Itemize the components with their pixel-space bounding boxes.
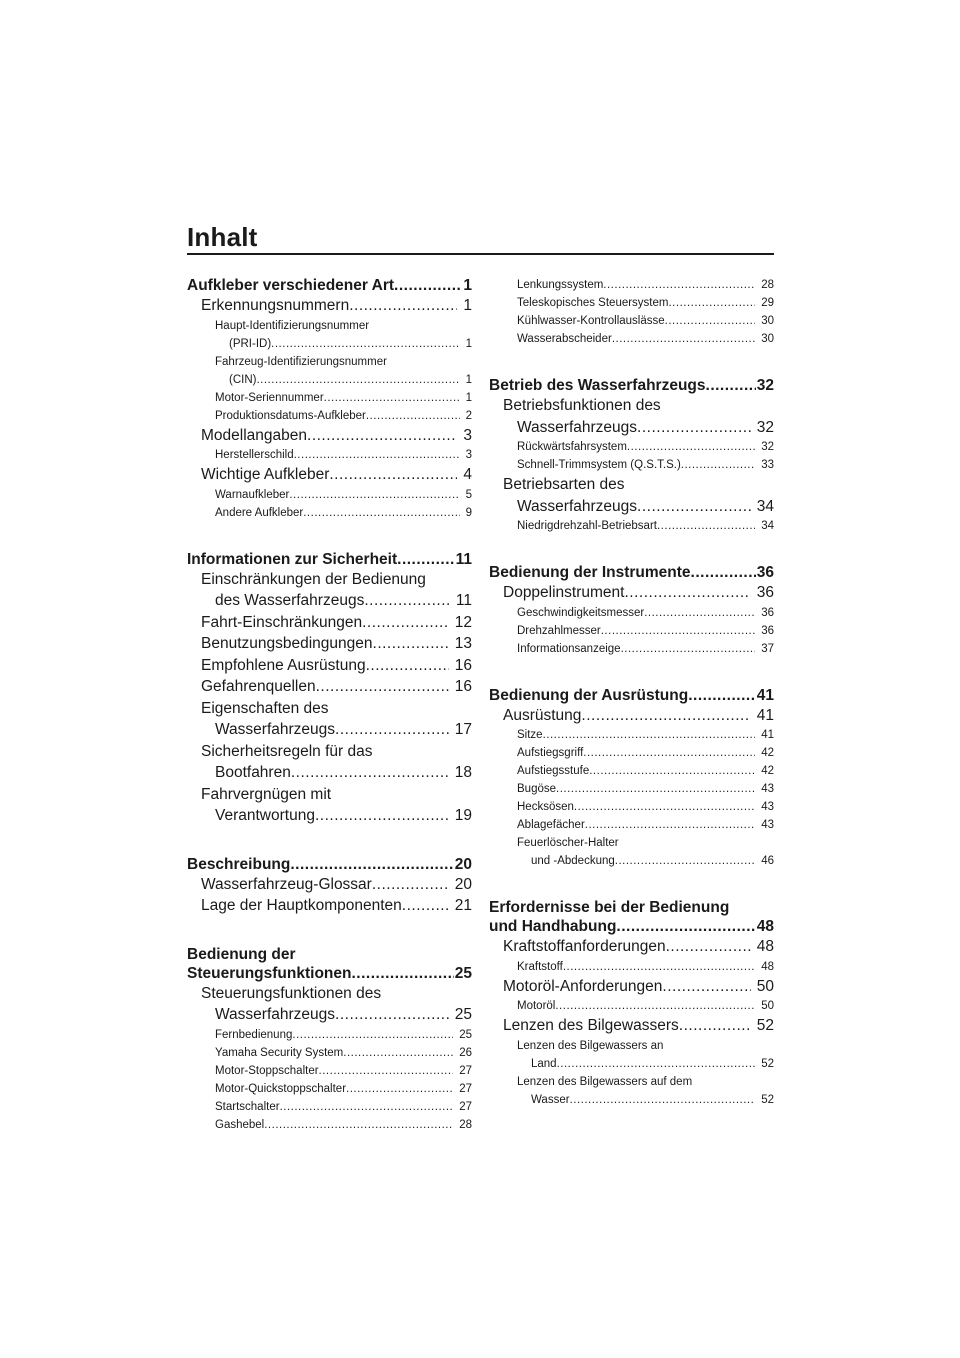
toc-page-number: 9 — [465, 506, 472, 519]
toc-item[interactable] — [489, 438, 774, 456]
toc-subsection[interactable] — [187, 295, 472, 317]
leader-dots — [264, 1116, 453, 1134]
toc-page-number: 41 — [756, 706, 774, 724]
toc-page-number: 32 — [756, 418, 774, 436]
toc-item[interactable] — [489, 726, 774, 744]
toc-page-number: 20 — [454, 855, 472, 873]
toc-item[interactable] — [187, 1044, 472, 1062]
toc-page-number: 25 — [454, 964, 472, 982]
toc-page-number: 33 — [761, 459, 774, 471]
toc-section[interactable] — [489, 376, 774, 395]
toc-item[interactable] — [187, 371, 472, 389]
toc-subsection[interactable] — [187, 633, 472, 655]
toc-subsection-label: Eigenschaften des — [201, 699, 329, 717]
toc-item[interactable] — [489, 1091, 774, 1109]
toc-item[interactable] — [489, 834, 774, 852]
toc-page-number: 1 — [465, 391, 472, 404]
toc-page-number: 5 — [465, 488, 472, 501]
toc-page-number: 1 — [465, 373, 472, 386]
toc-subsection[interactable] — [489, 976, 774, 998]
toc-subsection[interactable] — [187, 805, 472, 827]
leader-dots — [291, 762, 449, 784]
toc-item-label: Motor-Stoppschalter — [215, 1064, 319, 1077]
toc-page-number: 25 — [459, 1028, 472, 1041]
leader-dots — [362, 612, 449, 634]
leader-dots — [280, 1098, 454, 1116]
leader-dots — [570, 1091, 756, 1109]
leader-dots — [601, 622, 755, 640]
toc-page-number: 19 — [454, 807, 472, 824]
toc-item[interactable] — [187, 486, 472, 504]
toc-item-label: Wasserabscheider — [517, 333, 612, 345]
toc-item-label: Kraftstoff — [517, 960, 563, 973]
leader-dots — [616, 917, 755, 936]
toc-page-number: 17 — [454, 721, 472, 738]
toc-page-number: 43 — [761, 801, 774, 813]
toc-page-number: 3 — [463, 426, 472, 444]
leader-dots — [627, 438, 755, 456]
toc-subsection-label: Fahrt-Einschränkungen — [201, 613, 363, 631]
leader-dots — [335, 1004, 449, 1026]
toc-item[interactable] — [187, 1116, 472, 1134]
toc-subsection-label: Benutzungsbedingungen — [201, 635, 373, 652]
toc-page-number: 16 — [454, 656, 472, 674]
toc-item-label: Rückwärtsfahrsystem — [517, 441, 627, 453]
toc-page-number: 42 — [761, 747, 774, 759]
toc-item[interactable] — [489, 997, 774, 1015]
toc-item[interactable] — [187, 1080, 472, 1098]
toc-item-label: Informationsanzeige — [517, 642, 621, 655]
toc-page-number: 52 — [761, 1093, 774, 1106]
toc-item[interactable] — [489, 276, 774, 294]
toc-item[interactable] — [489, 816, 774, 834]
leader-dots — [679, 1015, 751, 1037]
toc-page-number: 27 — [459, 1082, 472, 1095]
toc-page-number: 3 — [465, 449, 472, 461]
toc-subsection-label: Empfohlene Ausrüstung — [201, 656, 366, 674]
toc-page-number: 27 — [459, 1100, 472, 1113]
toc-item-label: Motoröl — [517, 1000, 556, 1012]
toc-item-label: Schnell-Trimmsystem (Q.S.T.S.) — [517, 459, 681, 471]
toc-subsection-label: Wasserfahrzeugs — [215, 721, 336, 738]
toc-subsection[interactable] — [187, 741, 472, 763]
toc-page-number: 37 — [761, 642, 774, 655]
toc-item[interactable] — [489, 294, 774, 312]
toc-section-label: Beschreibung — [187, 855, 291, 873]
toc-subsection[interactable] — [489, 705, 774, 727]
toc-page-number: 50 — [756, 977, 774, 995]
leader-dots — [343, 1044, 453, 1062]
toc-item-label: und -Abdeckung — [531, 855, 615, 867]
toc-page-number: 4 — [463, 466, 472, 483]
toc-subsection-label: Kraftstoffanforderungen — [503, 938, 666, 955]
toc-subsection[interactable] — [187, 612, 472, 634]
toc-subsection[interactable] — [187, 590, 472, 612]
toc-page-number: 34 — [761, 520, 774, 532]
toc-section[interactable] — [187, 550, 472, 569]
leader-dots — [691, 563, 756, 582]
leader-dots — [644, 604, 755, 622]
toc-subsection[interactable] — [187, 762, 472, 784]
leader-dots — [315, 805, 449, 827]
leader-dots — [397, 550, 454, 569]
toc-item[interactable] — [489, 622, 774, 640]
toc-item-label: Fernbedienung — [215, 1028, 293, 1041]
toc-subsection-label: Erkennungsnummern — [201, 297, 350, 314]
toc-subsection-label: Wasserfahrzeugs — [517, 497, 638, 515]
toc-subsection-label: Wasserfahrzeugs — [215, 1006, 336, 1023]
toc-subsection-label: Einschränkungen der Bedienung — [201, 570, 426, 588]
toc-page-number: 16 — [454, 678, 472, 695]
toc-item-label: Land — [531, 1057, 557, 1070]
toc-page-number: 18 — [454, 764, 472, 781]
leader-dots — [351, 964, 453, 983]
toc-subsection[interactable] — [187, 464, 472, 486]
toc-section[interactable] — [489, 563, 774, 582]
toc-page-number: 46 — [761, 855, 774, 867]
toc-page-number: 2 — [465, 409, 472, 422]
toc-page-number: 26 — [459, 1046, 472, 1059]
leader-dots — [290, 855, 453, 874]
toc-item-label: Lenkungssystem — [517, 279, 604, 291]
leader-dots — [335, 719, 449, 741]
toc-item-label: Startschalter — [215, 1100, 280, 1113]
toc-section[interactable] — [489, 686, 774, 705]
toc-page-number: 52 — [761, 1057, 774, 1070]
toc-subsection[interactable] — [187, 1004, 472, 1026]
toc-page-number: 34 — [756, 497, 774, 515]
leader-dots — [289, 486, 459, 504]
toc-page-number: 25 — [454, 1006, 472, 1023]
toc-item[interactable] — [187, 446, 472, 464]
toc-page-number: 41 — [756, 686, 774, 704]
leader-dots — [574, 798, 755, 816]
toc-subsection[interactable] — [187, 698, 472, 720]
toc-right-column — [489, 276, 774, 1109]
toc-item[interactable] — [489, 517, 774, 535]
leader-dots — [294, 446, 460, 464]
toc-page-number: 36 — [761, 606, 774, 619]
toc-section-label: Betrieb des Wasserfahrzeugs — [489, 377, 706, 394]
toc-page-number: 20 — [454, 875, 472, 893]
toc-page-number: 28 — [459, 1118, 472, 1131]
toc-subsection-label: Bootfahren — [215, 764, 291, 781]
leader-dots — [366, 655, 449, 677]
toc-item-label: Motor-Quickstoppschalter — [215, 1082, 347, 1095]
toc-item-label: Lenzen des Bilgewassers an — [517, 1039, 664, 1052]
leader-dots — [688, 686, 756, 705]
toc-item[interactable] — [187, 353, 472, 371]
leader-dots — [394, 276, 462, 295]
toc-subsection[interactable] — [489, 417, 774, 439]
toc-item-label: Lenzen des Bilgewassers auf dem — [517, 1075, 693, 1088]
toc-section[interactable] — [187, 276, 472, 295]
toc-page-number: 36 — [756, 584, 774, 601]
leader-dots — [307, 425, 457, 447]
toc-section[interactable] — [187, 855, 472, 874]
toc-item[interactable] — [187, 407, 472, 425]
leader-dots — [624, 582, 750, 604]
toc-subsection-label: Wasserfahrzeug-Glossar — [201, 875, 372, 893]
toc-page-number: 21 — [454, 897, 472, 914]
leader-dots — [402, 895, 449, 917]
toc-subsection-label: Motoröl-Anforderungen — [503, 977, 663, 995]
toc-item-label: Gashebel — [215, 1118, 265, 1131]
toc-subsection-label: Betriebsfunktionen des — [503, 397, 661, 414]
leader-dots — [589, 762, 755, 780]
toc-item-label: Kühlwasser-Kontrollauslässe — [517, 315, 665, 327]
toc-section-label: Informationen zur Sicherheit — [187, 550, 398, 568]
toc-page-number: 48 — [756, 918, 774, 935]
leader-dots — [271, 335, 459, 353]
leader-dots — [373, 633, 449, 655]
leader-dots — [668, 294, 755, 312]
leader-dots — [292, 1026, 453, 1044]
page-title: Inhalt — [187, 222, 258, 252]
leader-dots — [364, 590, 450, 612]
toc-section-label: Aufkleber verschiedener Art — [187, 277, 395, 294]
toc-item[interactable] — [187, 1098, 472, 1116]
toc-item-label: Fahrzeug-Identifizierungsnummer — [215, 355, 387, 368]
toc-item[interactable] — [489, 456, 774, 474]
toc-item-label: Wasser — [531, 1093, 570, 1106]
leader-dots — [665, 312, 756, 330]
toc-page-number: 36 — [761, 624, 774, 637]
toc-page-number: 30 — [761, 333, 774, 345]
toc-page-number: 52 — [756, 1017, 774, 1034]
leader-dots — [346, 1080, 453, 1098]
toc-subsection[interactable] — [187, 719, 472, 741]
leader-dots — [637, 417, 751, 439]
toc-subsection-label: Modellangaben — [201, 426, 308, 444]
toc-page-number: 12 — [454, 613, 472, 631]
toc-item[interactable] — [187, 335, 472, 353]
toc-subsection-label: des Wasserfahrzeugs — [215, 592, 365, 609]
leader-dots — [615, 852, 755, 870]
toc-subsection-label: Wichtige Aufkleber — [201, 466, 330, 483]
toc-subsection[interactable] — [187, 983, 472, 1005]
leader-dots — [612, 330, 755, 348]
toc-page-number: 11 — [455, 592, 472, 609]
toc-page-number: 48 — [756, 938, 774, 955]
toc-item[interactable] — [489, 1073, 774, 1091]
toc-item-label: Feuerlöscher-Halter — [517, 837, 619, 849]
toc-item-label: Aufstiegsgriff — [517, 747, 584, 759]
toc-subsection[interactable] — [489, 582, 774, 604]
leader-dots — [366, 407, 460, 425]
toc-subsection-label: Fahrvergnügen mit — [201, 785, 332, 803]
toc-page-number: 48 — [761, 960, 774, 973]
leader-dots — [256, 371, 459, 389]
toc-item[interactable] — [187, 389, 472, 407]
toc-item[interactable] — [489, 744, 774, 762]
toc-section-label: Bedienung der — [187, 945, 296, 963]
toc-page-number: 1 — [463, 277, 472, 294]
leader-dots — [556, 780, 755, 798]
toc-subsection-label: Verantwortung — [215, 807, 315, 824]
toc-item-label: Hecksösen — [517, 801, 574, 813]
toc-subsection[interactable] — [187, 874, 472, 896]
toc-item-label: Haupt-Identifizierungsnummer — [215, 319, 370, 332]
toc-subsection[interactable] — [187, 676, 472, 698]
toc-page-number: 28 — [761, 279, 774, 291]
leader-dots — [372, 874, 449, 896]
toc-section-label: Bedienung der Ausrüstung — [489, 686, 689, 704]
leader-dots — [603, 276, 755, 294]
toc-page-number: 29 — [761, 297, 774, 309]
toc-subsection[interactable] — [187, 895, 472, 917]
toc-page-number: 42 — [761, 765, 774, 777]
toc-page-number: 1 — [463, 297, 472, 314]
toc-item-label: Geschwindigkeitsmesser — [517, 606, 645, 619]
toc-subsection-label: Doppelinstrument — [503, 584, 625, 601]
leader-dots — [329, 464, 457, 486]
toc-item[interactable] — [187, 317, 472, 335]
toc-subsection[interactable] — [489, 496, 774, 518]
toc-item-label: Niedrigdrehzahl-Betriebsart — [517, 520, 657, 532]
toc-item[interactable] — [187, 1026, 472, 1044]
leader-dots — [319, 1062, 454, 1080]
toc-subsection-label: Lenzen des Bilgewassers — [503, 1017, 679, 1034]
toc-page-number: 43 — [761, 819, 774, 831]
toc-left-column — [187, 276, 472, 1134]
toc-page-number: 36 — [756, 564, 774, 581]
toc-item-label: Motor-Seriennummer — [215, 391, 324, 404]
leader-dots — [316, 676, 449, 698]
toc-item-label: Yamaha Security System — [215, 1046, 344, 1059]
toc-item[interactable] — [187, 1062, 472, 1080]
toc-subsection-label: Betriebsarten des — [503, 476, 625, 493]
leader-dots — [583, 744, 755, 762]
leader-dots — [585, 816, 755, 834]
toc-item-label: (CIN) — [229, 373, 257, 386]
toc-section[interactable] — [187, 945, 472, 964]
toc-item[interactable] — [489, 640, 774, 658]
toc-subsection-label: Ausrüstung — [503, 706, 582, 724]
toc-page-number: 32 — [761, 441, 774, 453]
toc-item[interactable] — [489, 852, 774, 870]
toc-page-number: 13 — [454, 635, 472, 652]
toc-item-label: Herstellerschild — [215, 449, 294, 461]
title-rule — [187, 253, 774, 255]
toc-subsection[interactable] — [489, 474, 774, 496]
leader-dots — [662, 976, 750, 998]
leader-dots — [557, 1055, 756, 1073]
toc-item[interactable] — [489, 762, 774, 780]
toc-section-label: Bedienung der Instrumente — [489, 564, 691, 581]
toc-subsection[interactable] — [187, 655, 472, 677]
toc-item-label: Aufstiegsstufe — [517, 765, 590, 777]
toc-page-number: 30 — [761, 315, 774, 327]
leader-dots — [543, 726, 756, 744]
toc-subsection[interactable] — [187, 569, 472, 591]
toc-item[interactable] — [489, 798, 774, 816]
toc-subsection[interactable] — [187, 784, 472, 806]
toc-section[interactable] — [489, 898, 774, 917]
leader-dots — [681, 456, 755, 474]
toc-section-label: Steuerungsfunktionen — [187, 964, 352, 982]
toc-page-number: 32 — [756, 377, 774, 394]
toc-item-label: Warnaufkleber — [215, 488, 290, 501]
leader-dots — [637, 496, 751, 518]
toc-page-number: 1 — [465, 337, 472, 350]
toc-item-label: Sitze — [517, 729, 543, 741]
leader-dots — [581, 705, 750, 727]
toc-item[interactable] — [489, 780, 774, 798]
toc-item-label: Teleskopisches Steuersystem — [517, 297, 669, 309]
toc-item[interactable] — [489, 1037, 774, 1055]
toc-page-number: 41 — [761, 729, 774, 741]
toc-item-label: Bugöse — [517, 783, 557, 795]
toc-item[interactable] — [489, 604, 774, 622]
toc-page-number: 50 — [761, 1000, 774, 1012]
leader-dots — [666, 936, 751, 958]
toc-section-label: und Handhabung — [489, 918, 617, 935]
toc-subsection-label: Wasserfahrzeugs — [517, 418, 638, 436]
toc-page-number: 11 — [455, 550, 472, 568]
toc-subsection[interactable] — [489, 395, 774, 417]
toc-item-label: Drehzahlmesser — [517, 624, 601, 637]
leader-dots — [349, 295, 457, 317]
toc-item-label: (PRI-ID) — [229, 337, 272, 350]
leader-dots — [563, 958, 755, 976]
leader-dots — [706, 376, 756, 395]
toc-subsection-label: Sicherheitsregeln für das — [201, 742, 373, 760]
toc-section-label: Erfordernisse bei der Bedienung — [489, 899, 730, 916]
toc-subsection[interactable] — [489, 1015, 774, 1037]
toc-item-label: Produktionsdatums-Aufkleber — [215, 409, 366, 422]
leader-dots — [555, 997, 755, 1015]
toc-page-number: 27 — [459, 1064, 472, 1077]
toc-page-number: 43 — [761, 783, 774, 795]
toc-item[interactable] — [489, 330, 774, 348]
toc-subsection-label: Lage der Hauptkomponenten — [201, 897, 402, 914]
toc-subsection[interactable] — [187, 425, 472, 447]
toc-item[interactable] — [187, 504, 472, 522]
toc-item-label: Ablagefächer — [517, 819, 585, 831]
leader-dots — [303, 504, 459, 522]
leader-dots — [324, 389, 460, 407]
toc-item-label: Andere Aufkleber — [215, 506, 304, 519]
toc-item[interactable] — [489, 312, 774, 330]
toc-item[interactable] — [489, 958, 774, 976]
toc-subsection[interactable] — [489, 936, 774, 958]
toc-subsection-label: Gefahrenquellen — [201, 678, 316, 695]
toc-section[interactable] — [187, 964, 472, 983]
toc-subsection-label: Steuerungsfunktionen des — [201, 984, 382, 1002]
toc-section[interactable] — [489, 917, 774, 936]
toc-item[interactable] — [489, 1055, 774, 1073]
leader-dots — [621, 640, 756, 658]
leader-dots — [657, 517, 755, 535]
